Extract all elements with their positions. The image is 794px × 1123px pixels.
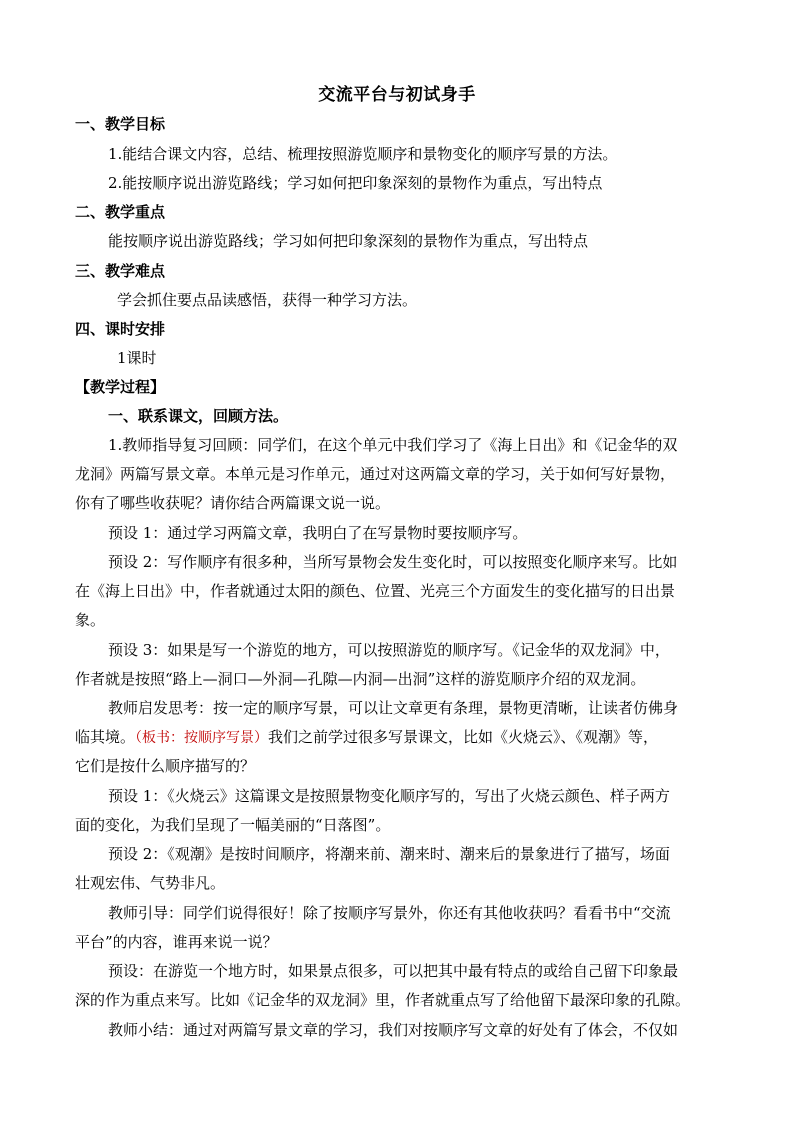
paragraph: 预设 1：《火烧云》这篇课文是按照景物变化顺序写的，写出了火烧云颜色、样子两方 xyxy=(108,787,670,805)
paragraph: 1.教师指导复习回顾：同学们，在这个单元中我们学习了《海上日出》和《记金华的双 xyxy=(108,436,678,454)
text-run: 临其境。 xyxy=(75,728,136,746)
paragraph: 预设：在游览一个地方时，如果景点很多，可以把其中最有特点的或给自己留下印象最 xyxy=(108,962,679,980)
paragraph: 预设 2：写作顺序有很多种，当所写景物会发生变化时，可以按照变化顺序来写。比如 xyxy=(108,553,678,571)
paragraph: 1.能结合课文内容，总结、梳理按照游览顺序和景物变化的顺序写景的方法。 xyxy=(108,145,618,163)
paragraph: 教师小结：通过对两篇写景文章的学习，我们对按顺序写文章的好处有了体会，不仅如 xyxy=(108,1021,679,1039)
paragraph: 教师启发思考：按一定的顺序写景，可以让文章更有条理，景物更清晰，让读者仿佛身 xyxy=(108,699,679,717)
paragraph: 面的变化，为我们呈现了一幅美丽的“日落图”。 xyxy=(75,816,391,834)
step-heading: 一、联系课文，回顾方法。 xyxy=(108,407,289,425)
paragraph: 平台”的内容，谁再来说一说？ xyxy=(75,933,278,951)
paragraph: 作者就是按照“路上—洞口—外洞—孔隙—内洞—出洞”这样的游览顺序介绍的双龙洞。 xyxy=(75,670,646,688)
paragraph: 壮观宏伟、气势非凡。 xyxy=(75,874,226,892)
paragraph: 龙洞》两篇写景文章。本单元是习作单元，通过对这两篇文章的学习，关于如何写好景物， xyxy=(75,465,676,483)
paragraph: 象。 xyxy=(75,611,106,629)
paragraph: 学会抓住要点品读感悟，获得一种学习方法。 xyxy=(117,291,418,309)
paragraph: 预设 1：通过学习两篇文章，我明白了在写景物时要按顺序写。 xyxy=(108,524,528,542)
board-note: （板书：按顺序写景） xyxy=(135,730,269,746)
paragraph: 深的作为重点来写。比如《记金华的双龙洞》里，作者就重点写了给他留下最深印象的孔隙。 xyxy=(75,991,691,1009)
paragraph: 1课时 xyxy=(117,349,157,367)
text-run: 我们之前学过很多写景课文，比如《火烧云》、《观潮》等， xyxy=(268,728,659,746)
paragraph: 你有了哪些收获呢？请你结合两篇课文说一说。 xyxy=(75,494,391,512)
section-heading-schedule: 四、课时安排 xyxy=(75,320,166,338)
paragraph: 教师引导：同学们说得很好！除了按顺序写景外，你还有其他收获吗？看看书中“交流 xyxy=(108,904,671,922)
section-heading-key-points: 二、教学重点 xyxy=(75,203,166,221)
paragraph: 2.能按顺序说出游览路线；学习如何把印象深刻的景物作为重点，写出特点 xyxy=(108,174,603,192)
process-heading: 【教学过程】 xyxy=(75,378,166,396)
paragraph: 能按顺序说出游览路线；学习如何把印象深刻的景物作为重点，写出特点 xyxy=(108,232,589,250)
section-heading-difficulties: 三、教学难点 xyxy=(75,262,166,280)
paragraph: 预设 2：《观潮》是按时间顺序，将潮来前、潮来时、潮来后的景象进行了描写，场面 xyxy=(108,845,670,863)
paragraph: 它们是按什么顺序描写的？ xyxy=(75,757,256,775)
paragraph: 预设 3：如果是写一个游览的地方，可以按照游览的顺序写。《记金华的双龙洞》中， xyxy=(108,641,670,659)
paragraph: 在《海上日出》中，作者就通过太阳的颜色、位置、光亮三个方面发生的变化描写的日出景 xyxy=(75,582,676,600)
document-title: 交流平台与初试身手 xyxy=(318,85,476,105)
section-heading-objectives: 一、教学目标 xyxy=(75,115,166,133)
paragraph-mixed xyxy=(75,727,658,748)
